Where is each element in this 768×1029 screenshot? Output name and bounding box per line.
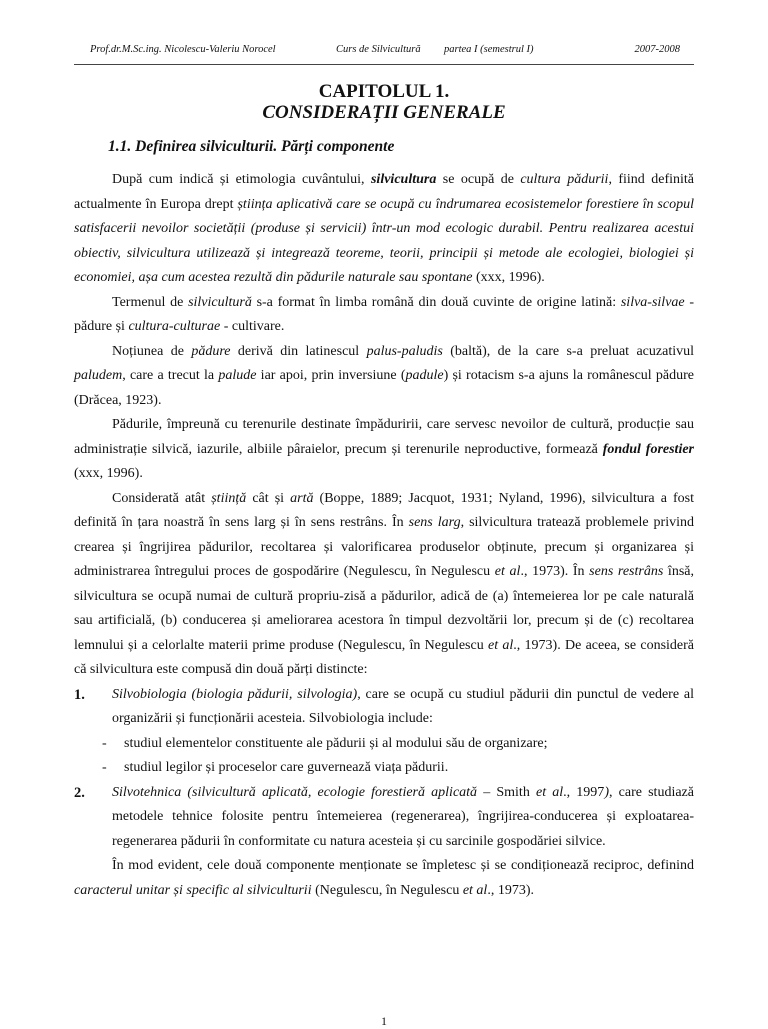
paragraph-definition: Considerată atât știință cât și artă (Boppe, 1889; Jacquot, 1931; Nyland, 1996), silvicultura a fost definită în țara noastră în sens larg și în sens restrâns. În sens larg, silvicultura tratează problemele privind crearea și îngrijirea pădurilor, recoltarea și valorificarea produselor obținute, precum și organizarea și administrarea întregului proces de gospodărire (Negulescu, în Negulescu et al., 1973). În sens restrâns însă, silvicultura se ocupă numai de cultură propriu-zisă a pădurilor, adică de (a) întemeierea lor pe cale naturală sau artificială, (b) conducerea și ameliorarea acestora în timpul dezvoltării lor, precum și de (c) recoltarea lemnului și a celorlalte materii prime produse (Negulescu, în Negulescu et al., 1973). De aceea, se consideră că silvicultura este compusă din două părți distincte: (74, 490, 695, 677)
list-number: 1. (74, 686, 85, 703)
chapter-heading (74, 81, 694, 123)
document-body (74, 168, 694, 903)
sub-list-item: - studiul elementelor constituente ale pădurii și al modului său de organizare; (102, 735, 548, 751)
page-number: 1 (381, 1014, 387, 1028)
list-item-silvotehnica: 2. Silvotehnica (silvicultură aplicată, ecologie forestieră aplicată – Smith et al., 1997), care studiază metodele tehnice folosite pentru întemeierea (regenerarea), îngrijirea-conducerea și exploatarea-regenerarea pădurii în conformitate cu natura acesteia și cu sarcinile gospodăriei silvice. (74, 781, 694, 855)
chapter-number: CAPITOLUL 1. (318, 81, 450, 102)
list-number: 2. (74, 784, 85, 801)
list-item-silvobiologia: 1. Silvobiologia (biologia pădurii, silvologia), care se ocupă cu studiul pădurii din punctul de vedere al organizării și funcționării acesteia. Silvobiologia include: (74, 683, 694, 732)
sub-list-item: - studiul legilor și proceselor care guvernează viața pădurii. (102, 760, 449, 775)
header-part: partea I (semestrul I) (444, 44, 534, 55)
paragraph-conclusion: În mod evident, cele două componente menționate se împletesc și se condiționează reciproc, definind caracterul unitar și specific al silviculturii (Negulescu, în Negulescu et al., 1973). (74, 858, 694, 898)
header-divider (74, 64, 694, 65)
paragraph-etymology: După cum indică și etimologia cuvântului, silvicultura se ocupă de cultura pădurii, fiind definită actualmente în Europa drept știința aplicativă care se ocupă cu îndrumarea ecosistemelor forestiere în scopul satisfacerii nevoilor societății (produse și servicii) într-un mod ecologic durabil. Pentru realizarea acestui obiectiv, silvicultura utilizează și integrează teoreme, teorii, principii și metode ale ecologiei, biologiei și economiei, așa cum acestea rezultă din pădurile naturale sau spontane (xxx, 1996). (74, 172, 694, 285)
chapter-title: CONSIDERAȚII GENERALE (262, 102, 506, 123)
running-header (74, 44, 694, 58)
header-course: Curs de Silvicultură (336, 44, 421, 55)
header-author: Prof.dr.M.Sc.ing. Nicolescu-Valeriu Norocel (90, 44, 276, 55)
paragraph-forest-fund: Pădurile, împreună cu terenurile destinate împăduririi, care servesc nevoilor de cultură, producție sau administrație silvică, iazurile, albiile pâraielor, precum și terenurile neproductive, formează fondul forestier (xxx, 1996). (74, 417, 694, 481)
paragraph-term-origin: Termenul de silvicultură s-a format în limba română din două cuvinte de origine latină: silva-silvae - pădure și cultura-culturae - cultivare. (74, 294, 694, 334)
section-heading: 1.1. Definirea silviculturii. Părți componente (108, 138, 395, 155)
header-year: 2007-2008 (634, 44, 680, 55)
sub-list (74, 732, 694, 781)
paragraph-padure-notion: Noțiunea de pădure derivă din latinescul palus-paludis (baltă), de la care s-a preluat acuzativul paludem, care a trecut la palude iar apoi, prin inversiune (padule) și rotacism s-a ajuns la românescul pădure (Drăcea, 1923). (74, 343, 694, 408)
